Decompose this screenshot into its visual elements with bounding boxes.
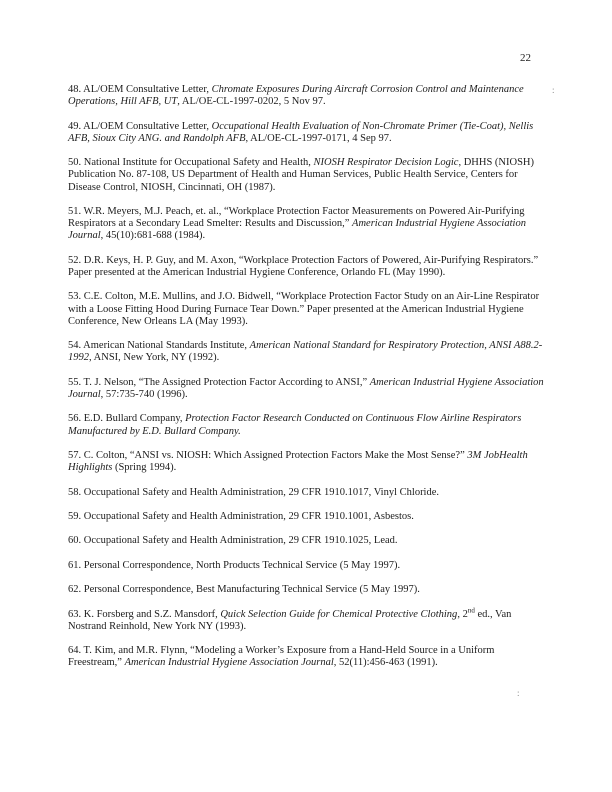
reference-plain-text: 60. Occupational Safety and Health Administration, 29 CFR 1910.1025, Lead. bbox=[68, 535, 398, 547]
reference-plain-text: , 57:735-740 (1996). bbox=[100, 388, 188, 400]
reference-plain-text: 58. Occupational Safety and Health Administration, 29 CFR 1910.1017, Vinyl Chloride. bbox=[68, 486, 440, 498]
reference-item bbox=[68, 584, 550, 596]
reference-italic-text: Occupational Health Evaluation of Non-Chromate Primer (Tie-Coat), Nellis AFB, Sioux City ANG. and Randolph AFB bbox=[68, 120, 534, 144]
reference-plain-text: 55. T. J. Nelson, “The Assigned Protection Factor According to ANSI,” bbox=[68, 376, 370, 388]
reference-item bbox=[68, 340, 550, 364]
reference-plain-text: , ANSI, New York, NY (1992). bbox=[89, 352, 220, 364]
reference-item bbox=[68, 606, 550, 633]
scan-artifact-mark: : bbox=[517, 688, 520, 698]
reference-plain-text: , AL/OE-CL-1997-0171, 4 Sep 97. bbox=[245, 132, 392, 144]
reference-italic-text: American Industrial Hygiene Association Journal bbox=[124, 657, 334, 669]
reference-item bbox=[68, 157, 550, 194]
reference-italic-text: Chromate Exposures During Aircraft Corrosion Control and Maintenance Operations, Hill AFB, UT bbox=[68, 84, 524, 108]
reference-plain-text: ed., Van Nostrand Reinhold, New York NY (1993). bbox=[68, 608, 512, 632]
reference-italic-text: Quick Selection Guide for Chemical Protective Clothing bbox=[220, 608, 458, 620]
reference-italic-text: American National Standard for Respiratory Protection, ANSI A88.2-1992 bbox=[68, 340, 543, 364]
reference-plain-text: 48. AL/OEM Consultative Letter, bbox=[68, 84, 212, 95]
reference-plain-text: 53. C.E. Colton, M.E. Mullins, and J.O. Bidwell, “Workplace Protection Factor Study on an Air-Line Respirator with a Loose Fitting Hood During Furnace Tear Down.” Paper presented at the American Industrial Hygiene Conference, New Orleans LA (May 1993). bbox=[68, 291, 540, 327]
page-number: 22 bbox=[520, 52, 531, 64]
reference-item bbox=[68, 511, 550, 523]
reference-italic-text: NIOSH Respirator Decision Logic bbox=[313, 157, 459, 169]
reference-plain-text: 49. AL/OEM Consultative Letter, bbox=[68, 120, 212, 132]
reference-plain-text: (Spring 1994). bbox=[112, 462, 177, 474]
reference-plain-text: 50. National Institute for Occupational Safety and Health, bbox=[68, 157, 314, 169]
reference-item bbox=[68, 450, 550, 474]
reference-item bbox=[68, 645, 550, 669]
reference-plain-text: 52. D.R. Keys, H. P. Guy, and M. Axon, “Workplace Protection Factors of Powered, Air-Purifying Respirators.” Paper presented at the American Industrial Hygiene Conference, Orlando FL (May 1990). bbox=[68, 254, 539, 278]
reference-item bbox=[68, 121, 550, 145]
reference-plain-text: 59. Occupational Safety and Health Administration, 29 CFR 1910.1001, Asbestos. bbox=[68, 510, 414, 522]
reference-item bbox=[68, 84, 550, 108]
reference-plain-text: 64. T. Kim, and M.R. Flynn, “Modeling a Worker’s Exposure from a Hand-Held Source in a Uniform Freestream,” bbox=[68, 645, 495, 669]
reference-plain-text: , 52(11):456-463 (1991). bbox=[333, 657, 438, 669]
reference-superscript: nd bbox=[467, 606, 475, 614]
reference-plain-text: , 2 bbox=[457, 608, 468, 620]
reference-plain-text: 56. E.D. Bullard Company, bbox=[68, 413, 186, 425]
references-list bbox=[68, 84, 550, 682]
reference-italic-text: Protection Factor Research Conducted on Continuous Flow Airline Respirators Manufactured by E.D. Bullard Company. bbox=[68, 413, 522, 437]
reference-plain-text: , AL/OE-CL-1997-0202, 5 Nov 97. bbox=[177, 96, 326, 108]
reference-plain-text: 63. K. Forsberg and S.Z. Mansdorf, bbox=[68, 608, 221, 620]
reference-plain-text: 54. American National Standards Institute, bbox=[68, 340, 250, 352]
reference-plain-text: 51. W.R. Meyers, M.J. Peach, et. al., “Workplace Protection Factor Measurements on Powered Air-Purifying Respirators at a Secondary Lead Smelter: Results and Discussion,” bbox=[68, 205, 525, 230]
reference-item bbox=[68, 291, 550, 328]
reference-plain-text: , 45(10):681-688 (1984). bbox=[100, 230, 206, 242]
reference-plain-text: 61. Personal Correspondence, North Products Technical Service (5 May 1997). bbox=[68, 559, 401, 571]
reference-plain-text: 62. Personal Correspondence, Best Manufacturing Technical Service (5 May 1997). bbox=[68, 584, 420, 596]
reference-italic-text: American Industrial Hygiene Association Journal bbox=[68, 218, 526, 242]
reference-item bbox=[68, 560, 550, 572]
reference-plain-text: 57. C. Colton, “ANSI vs. NIOSH: Which Assigned Protection Factors Make the Most Sense?” bbox=[68, 449, 468, 461]
reference-item bbox=[68, 255, 550, 279]
reference-item bbox=[68, 487, 550, 499]
reference-item bbox=[68, 413, 550, 437]
reference-item bbox=[68, 535, 550, 547]
reference-italic-text: 3M JobHealth Highlights bbox=[68, 449, 528, 474]
reference-plain-text: , DHHS (NIOSH) Publication No. 87-108, US Department of Health and Human Services, Public Health Service, Centers for Disease Control, NIOSH, Cincinnati, OH (1987). bbox=[68, 157, 535, 193]
scan-artifact-mark: : bbox=[552, 85, 555, 95]
reference-item bbox=[68, 377, 550, 401]
reference-item bbox=[68, 206, 550, 243]
reference-italic-text: American Industrial Hygiene Association Journal bbox=[68, 376, 544, 400]
